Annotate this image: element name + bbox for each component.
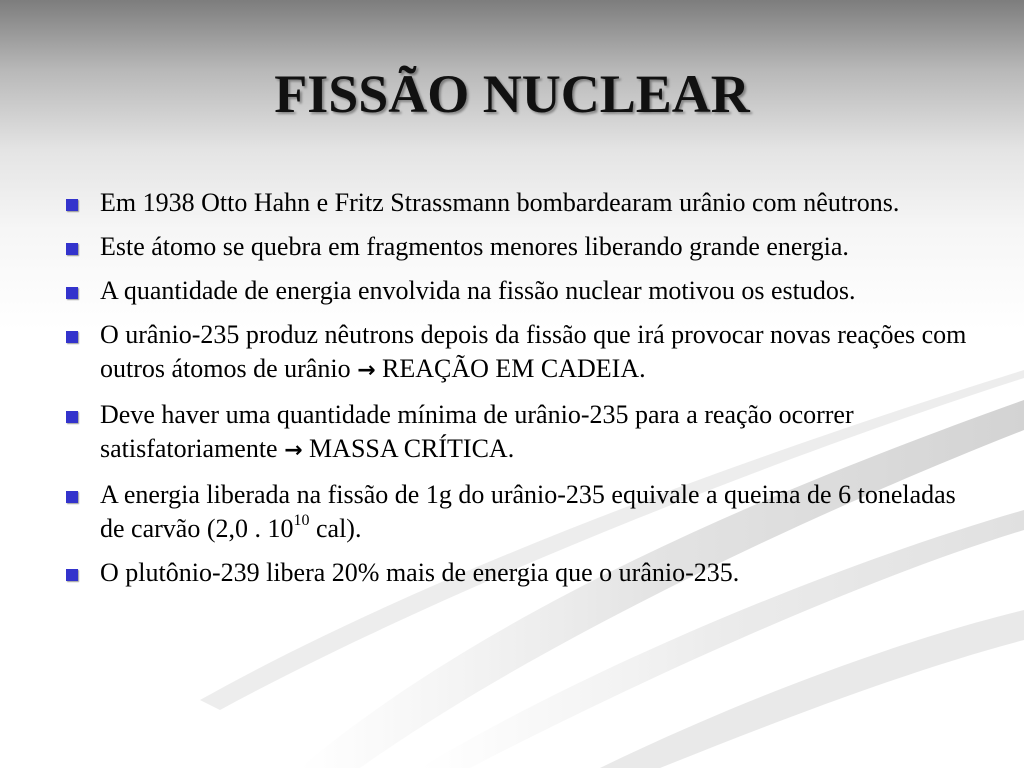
bullet-text: A energia liberada na fissão de 1g do urânio-235 equivale a queima de 6 toneladas de carvão (2,0 . 10 [100, 480, 956, 543]
bullet-list [66, 186, 986, 600]
square-bullet-icon [66, 199, 78, 211]
bullet-text: O plutônio-239 libera 20% mais de energia que o urânio-235. [100, 558, 740, 587]
bullet-text: Este átomo se quebra em fragmentos menores liberando grande energia. [100, 232, 849, 261]
square-bullet-icon [66, 287, 78, 299]
bullet-text: Em 1938 Otto Hahn e Fritz Strassmann bombardearam urânio com nêutrons. [100, 188, 900, 217]
bullet-item [66, 274, 986, 308]
square-bullet-icon [66, 491, 78, 503]
bullet-emphasis: MASSA CRÍTICA. [309, 434, 515, 463]
bullet-item [66, 318, 986, 388]
square-bullet-icon [66, 331, 78, 343]
bullet-item [66, 186, 986, 220]
bullet-item [66, 478, 986, 546]
square-bullet-icon [66, 411, 78, 423]
bullet-item [66, 556, 986, 590]
exponent: 10 [293, 512, 310, 529]
bullet-text: O urânio-235 produz nêutrons depois da fissão que irá provocar novas reações com outros átomos de urânio [100, 320, 967, 383]
square-bullet-icon [66, 569, 78, 581]
slide-title: FISSÃO NUCLEAR [274, 64, 750, 124]
bullet-text-end: cal). [315, 514, 362, 543]
right-arrow-icon: → [357, 358, 376, 383]
bullet-item [66, 398, 986, 468]
right-arrow-icon: → [284, 438, 303, 463]
bullet-emphasis: REAÇÃO EM CADEIA. [382, 354, 646, 383]
bullet-item [66, 230, 986, 264]
square-bullet-icon [66, 243, 78, 255]
bullet-text: A quantidade de energia envolvida na fissão nuclear motivou os estudos. [100, 276, 856, 305]
bullet-text: Deve haver uma quantidade mínima de urânio-235 para a reação ocorrer satisfatoriamente [100, 400, 854, 463]
